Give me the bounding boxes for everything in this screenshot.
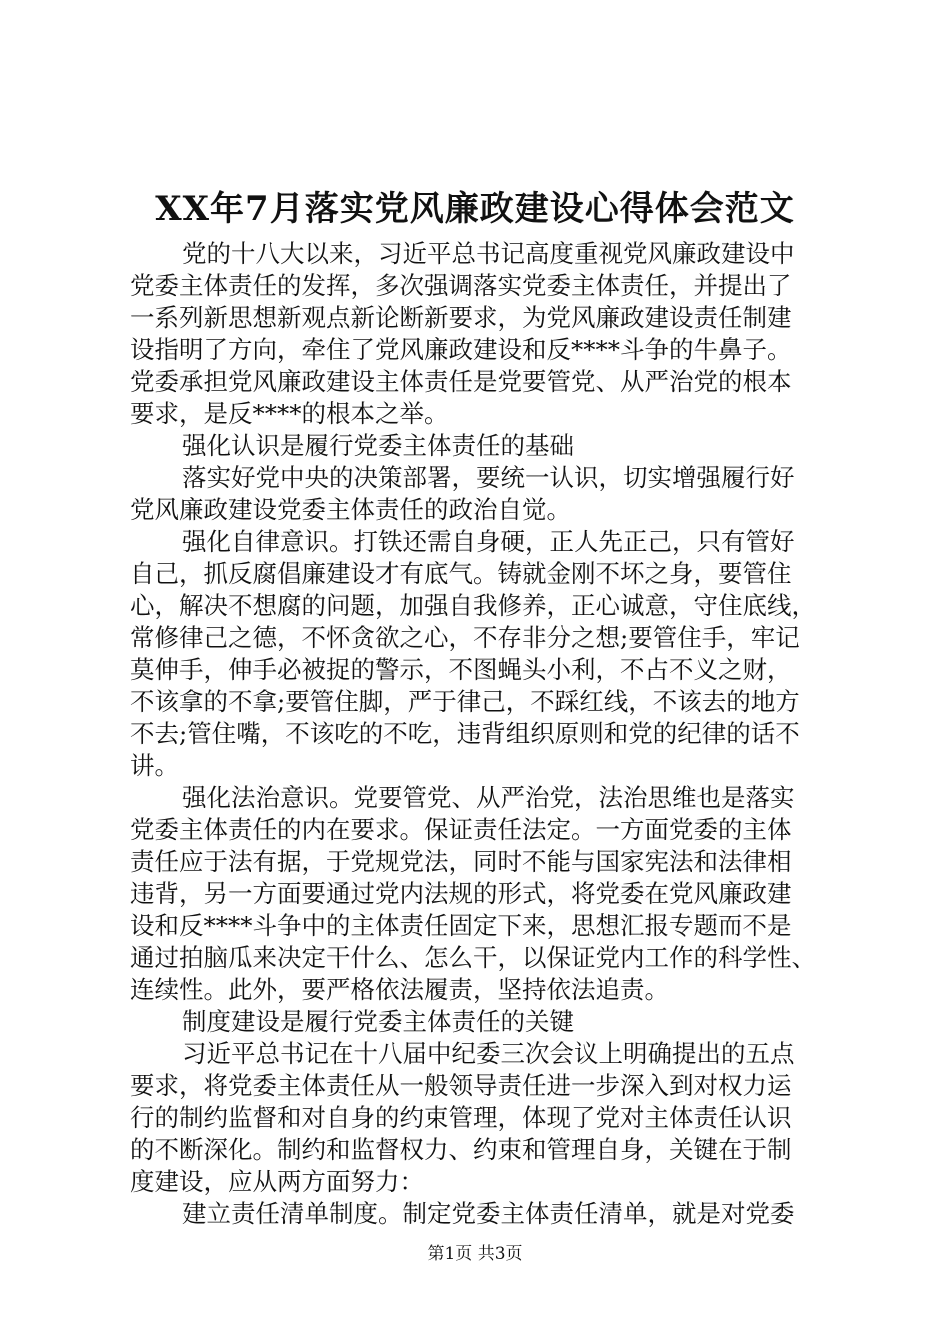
paragraph-line: 心，解决不想腐的问题，加强自我修养，正心诚意，守住底线， <box>130 591 816 620</box>
paragraph-line: 讲。 <box>130 751 179 780</box>
paragraph-line: 莫伸手，伸手必被捉的警示，不图蝇头小利，不占不义之财， <box>130 655 792 684</box>
paragraph-line: 不该拿的不拿;要管住脚，严于律己，不踩红线，不该去的地方 <box>130 687 800 716</box>
paragraph-line: 设和反****斗争中的主体责任固定下来，思想汇报专题而不是 <box>130 911 792 940</box>
paragraph-line: 自己，抓反腐倡廉建设才有底气。铸就金刚不坏之身，要管住 <box>130 559 792 588</box>
paragraph-line: 习近平总书记在十八届中纪委三次会议上明确提出的五点 <box>182 1039 795 1068</box>
paragraph-line: 落实好党中央的决策部署，要统一认识，切实增强履行好 <box>182 463 795 492</box>
paragraph-line: 不去;管住嘴，不该吃的不吃，违背组织原则和党的纪律的话不 <box>130 719 800 748</box>
paragraph-line: 的不断深化。制约和监督权力、约束和管理自身，关键在于制 <box>130 1135 792 1164</box>
section-heading: 制度建设是履行党委主体责任的关键 <box>182 1007 574 1036</box>
paragraph-line: 强化自律意识。打铁还需自身硬，正人先正己，只有管好 <box>182 527 795 556</box>
section-heading: 强化认识是履行党委主体责任的基础 <box>182 431 574 460</box>
paragraph-line: 要求，将党委主体责任从一般领导责任进一步深入到对权力运 <box>130 1071 792 1100</box>
paragraph-line: 设指明了方向，牵住了党风廉政建设和反****斗争的牛鼻子。 <box>130 335 792 364</box>
paragraph-line: 度建设，应从两方面努力： <box>130 1167 424 1196</box>
paragraph-line: 党委主体责任的发挥，多次强调落实党委主体责任，并提出了 <box>130 271 792 300</box>
paragraph-line: 党委承担党风廉政建设主体责任是党要管党、从严治党的根本 <box>130 367 792 396</box>
paragraph-line: 要求，是反****的根本之举。 <box>130 399 449 428</box>
paragraph-line: 常修律己之德，不怀贪欲之心，不存非分之想;要管住手，牢记 <box>130 623 800 652</box>
paragraph-line: 连续性。此外，要严格依法履责，坚持依法追责。 <box>130 975 669 1004</box>
paragraph-line: 党的十八大以来，习近平总书记高度重视党风廉政建设中 <box>182 239 795 268</box>
paragraph-line: 强化法治意识。党要管党、从严治党，法治思维也是落实 <box>182 783 795 812</box>
page-number-footer: 第1页 共3页 <box>427 1244 523 1264</box>
paragraph-line: 党委主体责任的内在要求。保证责任法定。一方面党委的主体 <box>130 815 792 844</box>
paragraph-line: 违背，另一方面要通过党内法规的形式，将党委在党风廉政建 <box>130 879 792 908</box>
paragraph-line: 行的制约监督和对自身的约束管理，体现了党对主体责任认识 <box>130 1103 792 1132</box>
paragraph-line: 一系列新思想新观点新论断新要求，为党风廉政建设责任制建 <box>130 303 792 332</box>
paragraph-line: 通过拍脑瓜来决定干什么、怎么干，以保证党内工作的科学性、 <box>130 943 816 972</box>
document-body <box>130 238 832 1230</box>
document-title: XX年7月落实党风廉政建设心得体会范文 <box>155 189 795 229</box>
paragraph-line: 党风廉政建设党委主体责任的政治自觉。 <box>130 495 571 524</box>
paragraph-line: 建立责任清单制度。制定党委主体责任清单，就是对党委 <box>182 1199 795 1228</box>
paragraph-line: 责任应于法有据，于党规党法，同时不能与国家宪法和法律相 <box>130 847 792 876</box>
